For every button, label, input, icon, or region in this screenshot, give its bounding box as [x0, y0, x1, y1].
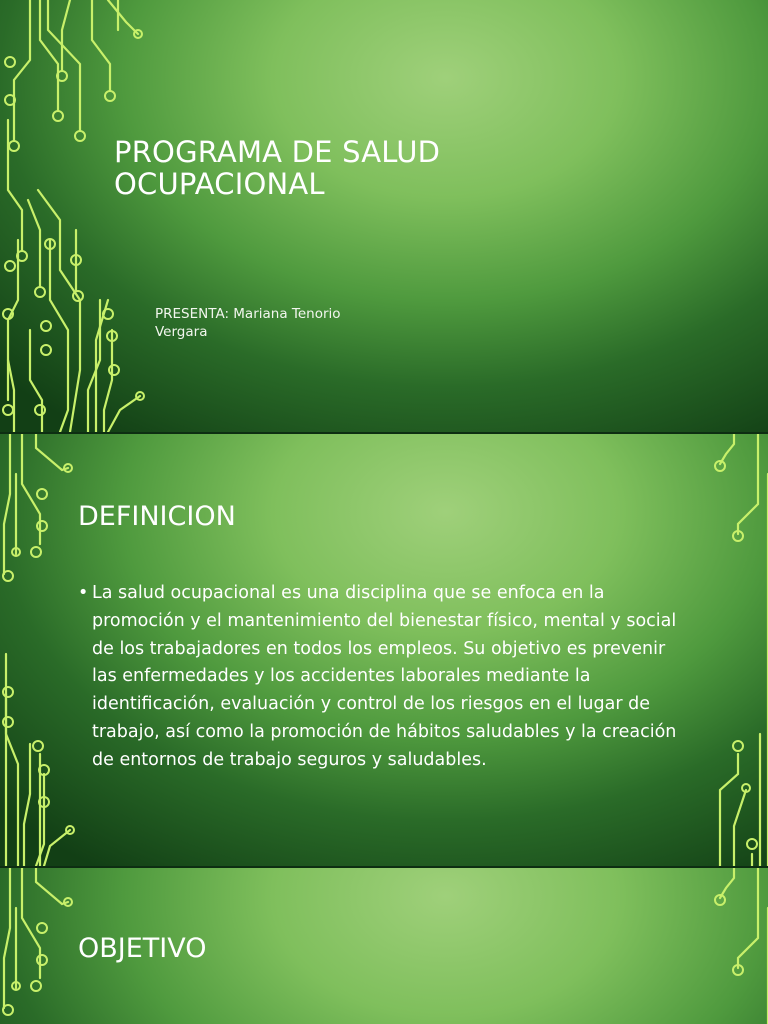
circuit-traces-icon — [0, 0, 160, 432]
bullet-list — [78, 580, 688, 775]
section-heading-definicion: DEFINICION — [78, 501, 236, 532]
slide-definicion[interactable] — [0, 434, 768, 866]
circuit-traces-icon — [698, 434, 768, 866]
presenter-subtitle: PRESENTA: Mariana Tenorio Vergara — [155, 306, 341, 340]
circuit-traces-icon — [0, 434, 90, 866]
slide-title[interactable] — [0, 0, 768, 432]
circuit-traces-icon — [0, 868, 90, 1024]
bullet-item: • La salud ocupacional es una disciplina que se enfoca en la promoción y el mantenimiento del bienestar físico, mental y social de los trabajadores en todos los empleos. Su objetivo es prevenir las enfermedades y los accidentes laborales mediante la identificación, evaluación y control de los riesgos en el lugar de trabajo, así como la promoción de hábitos saludables y la creación de entornos de trabajo seguros y saludables. — [78, 580, 688, 775]
slide-objetivo[interactable] — [0, 868, 768, 1024]
slide-title-heading: PROGRAMA DE SALUD OCUPACIONAL — [114, 135, 441, 202]
section-heading-objetivo: OBJETIVO — [78, 933, 207, 964]
circuit-traces-icon — [698, 868, 768, 1024]
